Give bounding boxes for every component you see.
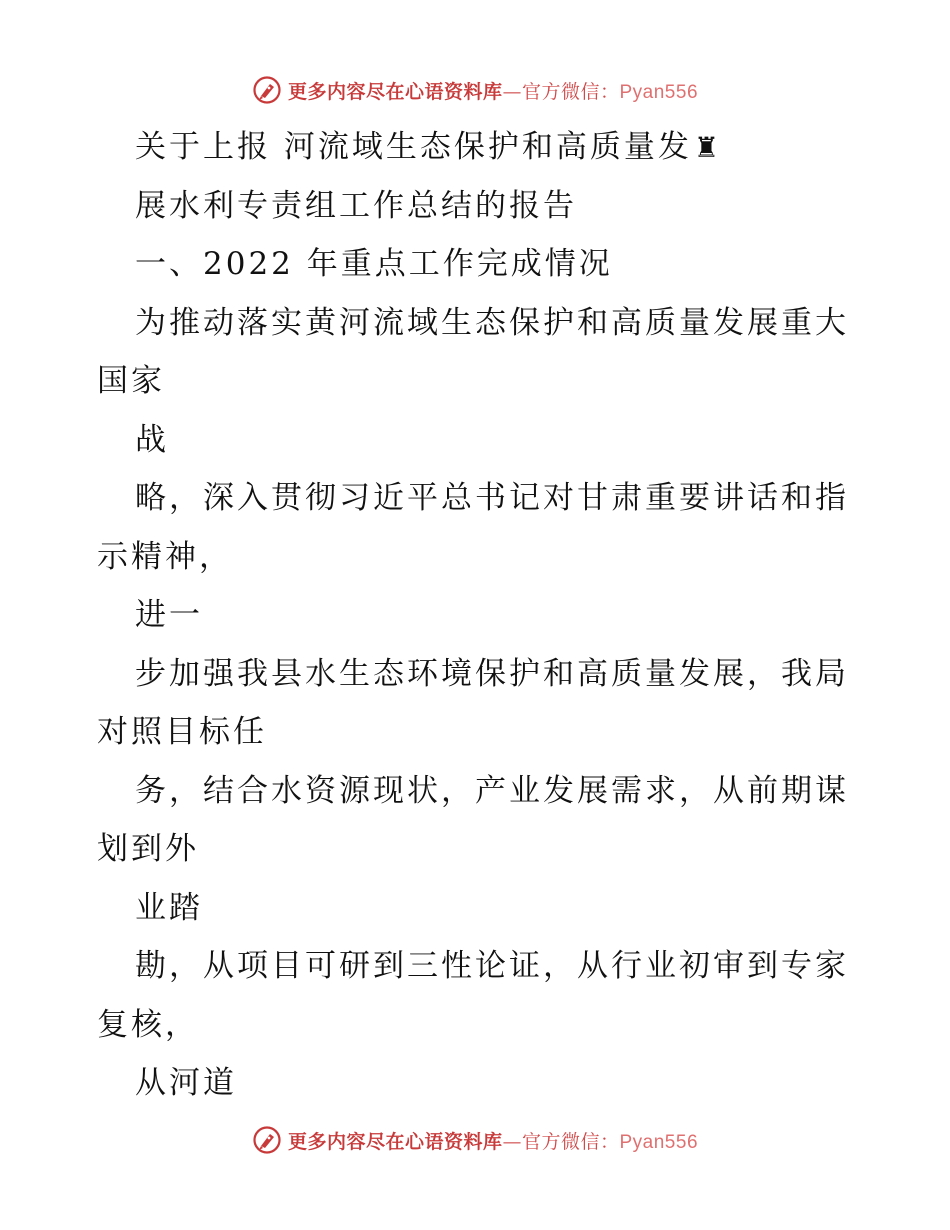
- text-line-17: 从河道: [135, 1065, 237, 1101]
- watermark-cn: 更多内容尽在心语资料库: [287, 1130, 503, 1153]
- text-line-11: 对照目标任: [97, 714, 267, 750]
- text-line-7: 略，深入贯彻习近平总书记对甘肃重要讲话和指: [135, 480, 849, 516]
- document-body: [97, 118, 857, 1113]
- watermark-cn: 更多内容尽在心语资料库: [287, 80, 503, 103]
- rook-icon: ♜: [693, 131, 722, 164]
- text-line-2: 展水利专责组工作总结的报告: [135, 187, 577, 224]
- watermark-wechat-label: 官方微信：: [521, 1130, 620, 1153]
- text-line-14: 业踏: [135, 889, 203, 926]
- watermark-banner-bottom: [0, 1122, 950, 1158]
- watermark-banner-top: [0, 72, 950, 108]
- watermark-wechat-label: 官方微信：: [521, 80, 620, 103]
- text-line-1: [97, 118, 857, 177]
- red-pen-nib-logo: [252, 75, 282, 105]
- watermark-text: [288, 1127, 698, 1154]
- red-pen-nib-logo: [252, 1125, 282, 1155]
- watermark-dash: —: [502, 80, 522, 103]
- text-line-9: 进一: [135, 597, 203, 633]
- text-line-10: 步加强我县水生态环境保护和高质量发展，我局: [135, 655, 849, 692]
- text-line-13: 划到外: [97, 831, 199, 867]
- text-line-1-text: 关于上报 河流域生态保护和高质量发: [135, 129, 692, 165]
- text-line-5: 国家: [97, 363, 165, 399]
- text-line-16: 复核，: [97, 1006, 199, 1043]
- text-line-15: 勘，从项目可研到三性论证，从行业初审到专家: [135, 948, 849, 984]
- watermark-id: Pyan556: [619, 81, 699, 103]
- watermark-text: [288, 77, 698, 104]
- section-heading: 一、2022 年重点工作完成情况: [135, 246, 613, 282]
- text-line-12: 务，结合水资源现状，产业发展需求，从前期谋: [135, 772, 849, 809]
- watermark-id: Pyan556: [619, 1131, 699, 1153]
- watermark-dash: —: [502, 1130, 522, 1153]
- text-line-4: 为推动落实黄河流域生态保护和高质量发展重大: [135, 304, 849, 341]
- text-line-8: 示精神，: [97, 538, 233, 575]
- text-line-6: 战: [135, 421, 169, 458]
